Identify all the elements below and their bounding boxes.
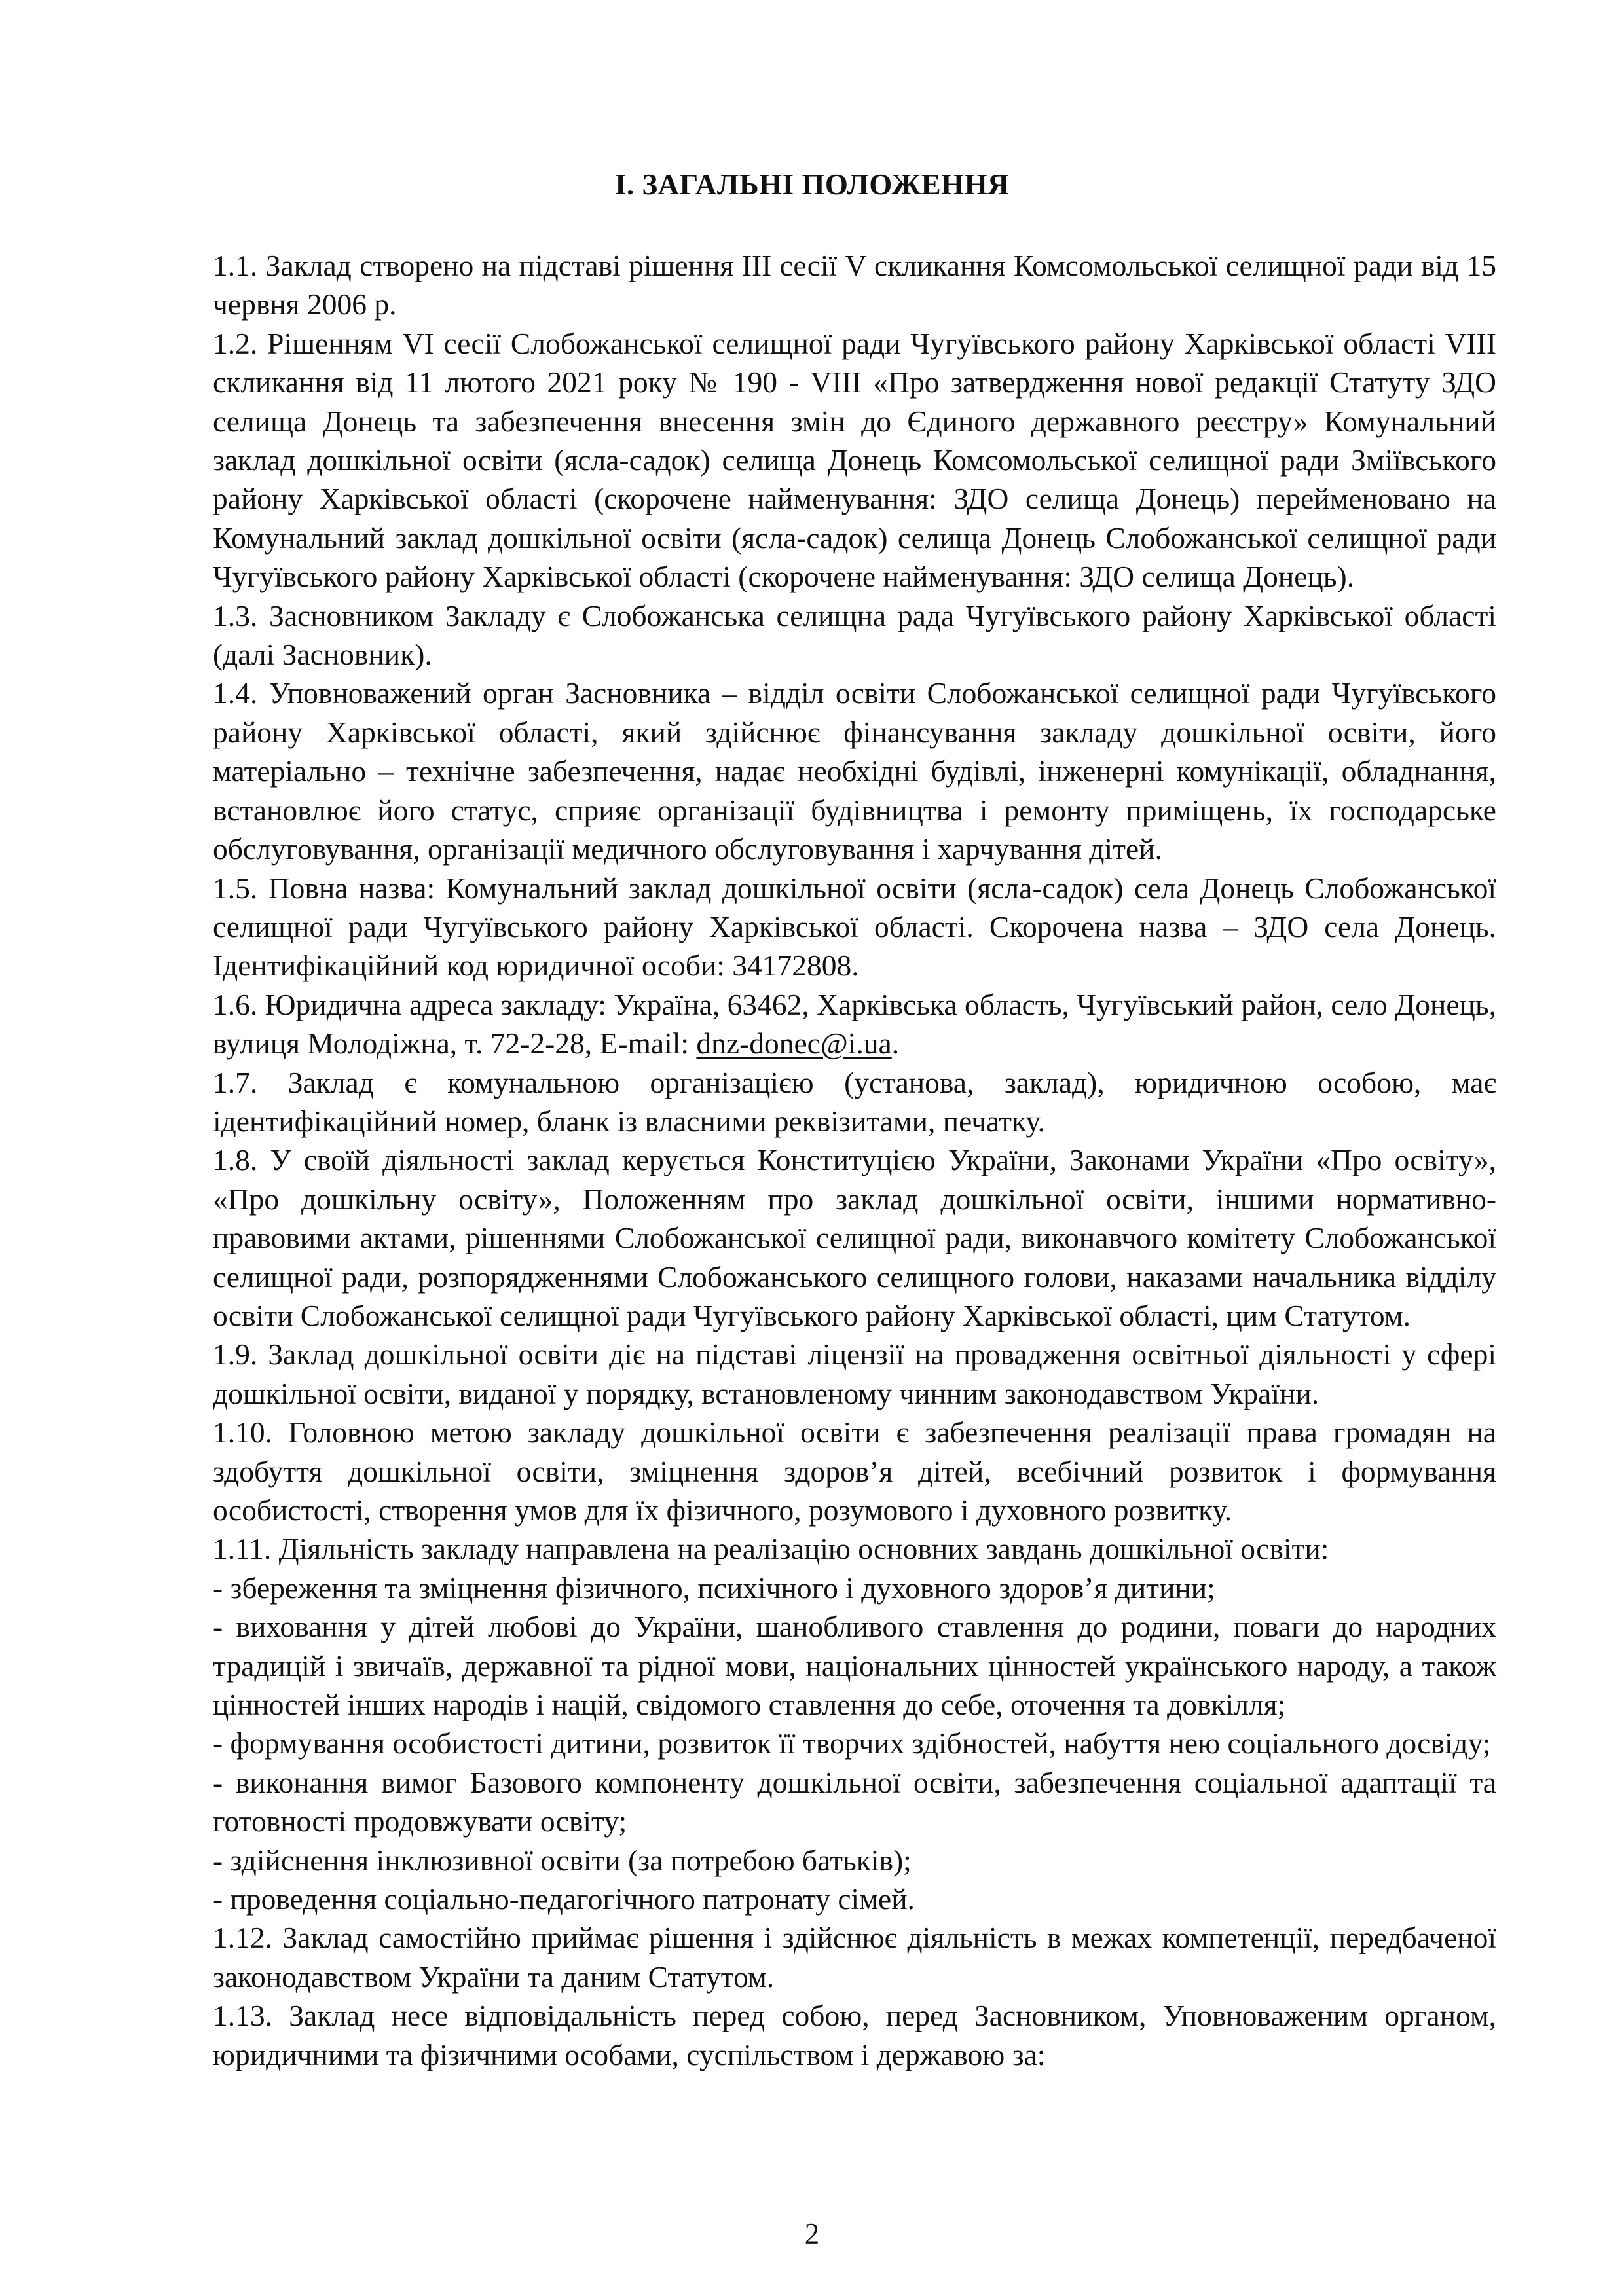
list-item: - виховання у дітей любові до України, шанобливого ставлення до родини, поваги до народних традицій і звичаїв, державної та рідної мови, національних цінностей українського народу, а також цінностей інших народів і націй, свідомого ставлення до себе, оточення та довкілля; [213,1610,1496,1722]
paragraph-1-13: 1.13. Заклад несе відповідальність перед собою, перед Засновником, Уповноваженим органом, юридичними та фізичними особами, суспільством і державою за: [213,1999,1496,2071]
page-number: 2 [804,2217,820,2250]
paragraph-1-6-text: 1.6. Юридична адреса закладу: Україна, 63462, Харківська область, Чугуївський район, село Донець, вулиця Молодіжна, т. 72-2-28, E-mail: [213,987,1496,1061]
paragraph-1-8: 1.8. У своїй діяльності заклад керується Конституцією України, Законами України «Про освіту», «Про дошкільну освіту», Положенням про заклад дошкільної освіти, іншими нормативно-правовими актами, рішеннями Слобожанської селищної ради, виконавчого комітету Слобожанської селищної ради, розпорядженнями Слобожанського селищного голови, наказами начальника відділу освіти Слобожанської селищної ради Чугуївського району Харківської області, цим Статутом. [213,1143,1496,1332]
list-item: - виконання вимог Базового компоненту дошкільної освіти, забезпечення соціальної адаптації та готовності продовжувати освіту; [213,1765,1496,1838]
list-item: - здійснення інклюзивної освіти (за потребою батьків); [213,1843,912,1877]
paragraph-1-10: 1.10. Головною метою закладу дошкільної освіти є забезпечення реалізації права громадян на здобуття дошкільної освіти, зміцнення здоров’я дітей, всебічний розвиток і формування особистості, створення умов для їх фізичного, розумового і духовного розвитку. [213,1415,1496,1527]
paragraph-1-5: 1.5. Повна назва: Комунальний заклад дошкільної освіти (ясла-садок) села Донець Слобожанської селищної ради Чугуївського району Харківської області. Скорочена назва – ЗДО села Донець. Ідентифікаційний код юридичної особи: 34172808. [213,871,1496,983]
paragraph-1-9: 1.9. Заклад дошкільної освіти діє на підставі ліцензії на провадження освітньої діяльності у сфері дошкільної освіти, виданої у порядку, встановленому чинним законодавством України. [213,1338,1496,1410]
document-body [213,246,1496,2074]
paragraph-1-2: 1.2. Рішенням VI сесії Слобожанської селищної ради Чугуївського району Харківської області VIII скликання від 11 лютого 2021 року № 190 - VIII «Про затвердження нової редакції Статуту ЗДО селища Донець та забезпечення внесення змін до Єдиного державного реєстру» Комунальний заклад дошкільної освіти (ясла-садок) селища Донець Комсомольської селищної ради Зміївського району Харківської області (скорочене найменування: ЗДО селища Донець) перейменовано на Комунальний заклад дошкільної освіти (ясла-садок) селища Донець Слобожанської селищної ради Чугуївського району Харківської області (скорочене найменування: ЗДО селища Донець). [213,326,1496,594]
section-heading: I. ЗАГАЛЬНІ ПОЛОЖЕННЯ [614,168,1010,201]
paragraph-1-1: 1.1. Заклад створено на підставі рішення ІІІ сесії V скликання Комсомольської селищної ради від 15 червня 2006 р. [213,249,1496,321]
email-link[interactable]: dnz-donec@i.ua [696,1027,892,1061]
paragraph-1-6-end: . [891,1027,900,1061]
paragraph-1-7: 1.7. Заклад є комунальною організацією (установа, заклад), юридичною особою, має ідентифікаційний номер, бланк із власними реквізитами, печатку. [213,1065,1496,1138]
paragraph-1-4: 1.4. Уповноважений орган Засновника – відділ освіти Слобожанської селищної ради Чугуївського району Харківської області, який здійснює фінансування закладу дошкільної освіти, його матеріально – технічне забезпечення, надає необхідні будівлі, інженерні комунікації, обладнання, встановлює його статус, сприяє організації будівництва і ремонту приміщень, їх господарське обслуговування, організації медичного обслуговування і харчування дітей. [213,676,1496,866]
paragraph-1-6 [213,985,1496,1063]
paragraph-1-11: 1.11. Діяльність закладу направлена на реалізацію основних завдань дошкільної освіти: [213,1532,1329,1566]
list-item: - проведення соціально-педагогічного патронату сімей. [213,1882,915,1916]
list-item: - збереження та зміцнення фізичного, психічного і духовного здоров’я дитини; [213,1571,1215,1605]
list-item: - формування особистості дитини, розвиток її творчих здібностей, набуття нею соціального досвіду; [213,1726,1491,1760]
paragraph-1-12: 1.12. Заклад самостійно приймає рішення і здійснює діяльність в межах компетенції, передбаченої законодавством України та даним Статутом. [213,1921,1496,1994]
paragraph-1-3: 1.3. Засновником Закладу є Слобожанська селищна рада Чугуївського району Харківської області (далі Засновник). [213,598,1496,672]
